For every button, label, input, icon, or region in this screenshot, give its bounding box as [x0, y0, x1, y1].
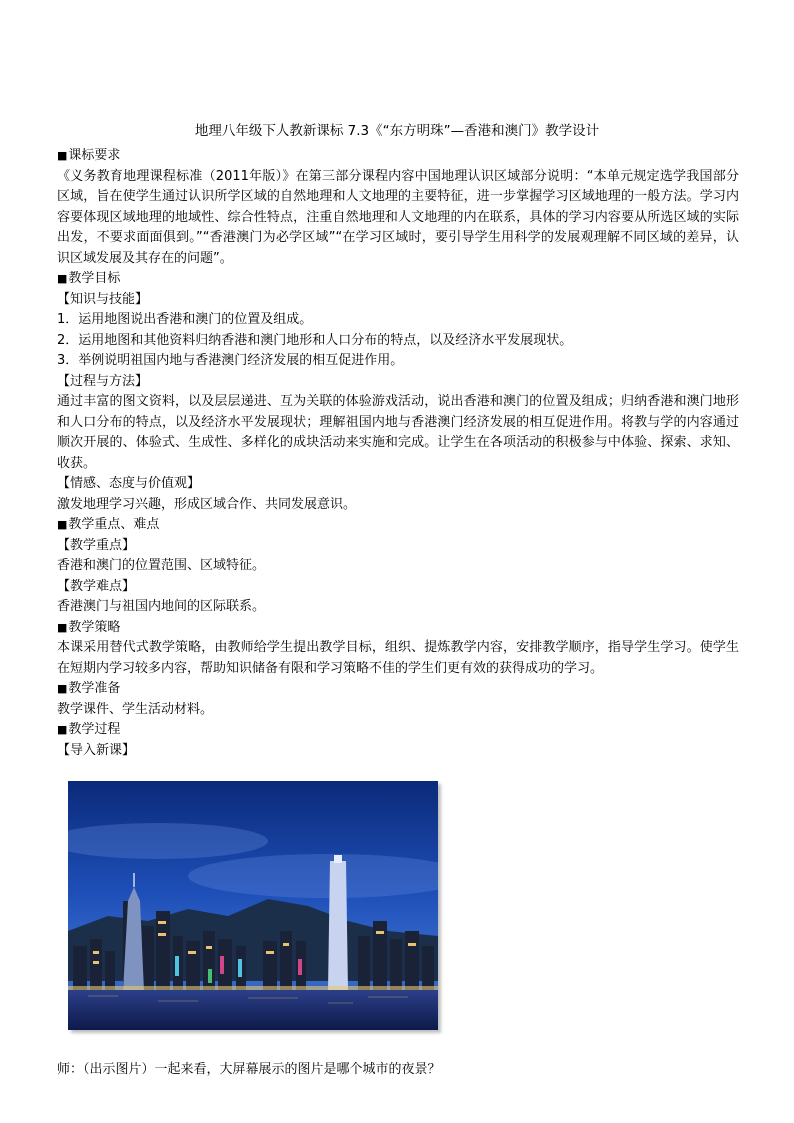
strategy-paragraph: 本课采用替代式教学策略，由教师给学生提出教学目标，组织、提炼教学内容，安排教学顺序，指导学生学习。使学生在短期内学习较多内容，帮助知识储备有限和学习策略不佳的学生们更有效的获得成功的学习。	[57, 640, 739, 676]
emotion-values-paragraph: 激发地理学习兴趣，形成区域合作、共同发展意识。	[57, 496, 357, 512]
knowledge-item: 2．运用地图和其他资料归纳香港和澳门地形和人口分布的特点，以及经济水平发展现状。	[57, 332, 573, 348]
document-body	[57, 146, 739, 761]
teacher-dialogue-line: 师：（出示图片）一起来看，大屏幕展示的图片是哪个城市的夜景？	[57, 1062, 441, 1077]
emotion-values-label: 【情感、态度与价值观】	[57, 476, 201, 491]
section-heading-curriculum: ■ 课标要求	[57, 146, 739, 167]
key-point-text: 香港和澳门的位置范围、区域特征。	[57, 558, 266, 573]
process-method-paragraph: 通过丰富的图文资料，以及层层递进、互为关联的体验游戏活动，说出香港和澳门的位置及组成；归纳香港和澳门地形和人口分布的特点，以及经济水平发展现状；理解祖国内地与香港澳门经济发展的相互促进作用。将教与学的内容通过顺次开展的、体验式、生成性、多样化的成块活动来实施和完成。让学生在各项活动的积极参与中体验、探索、求知、收获。	[57, 394, 739, 471]
section-heading-focus: ■ 教学重点、难点	[57, 515, 739, 536]
section-heading-process: ■ 教学过程	[57, 720, 739, 741]
knowledge-skills-label: 【知识与技能】	[57, 291, 149, 307]
prep-text: 教学课件、学生活动材料。	[57, 701, 214, 717]
section-heading-goals: ■ 教学目标	[57, 269, 739, 290]
document-title: 地理八年级下人教新课标 7.3《“东方明珠”—香港和澳门》教学设计	[194, 123, 600, 139]
hong-kong-night-skyline-photo	[68, 781, 438, 1030]
difficulty-text: 香港澳门与祖国内地间的区际联系。	[57, 599, 266, 614]
knowledge-item: 3．举例说明祖国内地与香港澳门经济发展的相互促进作用。	[57, 353, 404, 368]
curriculum-paragraph: 《义务教育地理课程标准（2011年版）》在第三部分课程内容中国地理认识区域部分说明：“本单元规定选学我国部分区域，旨在使学生通过认识所学区域的自然地理和人文地理的主要特征，进一步掌握学习区域地理的一般方法。学习内容要体现区域地理的地域性、综合性特点，注重自然地理和人文地理的内在联系，具体的学习内容要从所选区域的实际出发，不要求面面俱到。”“香港澳门为必学区域”“在学习区域时，要引导学生用科学的发展观理解不同区域的差异，认识区域发展及其存在的问题”。	[57, 168, 739, 266]
intro-label: 【导入新课】	[57, 742, 136, 758]
knowledge-item: 1．运用地图说出香港和澳门的位置及组成。	[57, 312, 313, 327]
section-heading-prep: ■ 教学准备	[57, 679, 739, 700]
process-method-label: 【过程与方法】	[57, 373, 149, 389]
difficulty-label: 【教学难点】	[57, 578, 136, 594]
section-heading-strategy: ■ 教学策略	[57, 618, 739, 639]
key-point-label: 【教学重点】	[57, 537, 136, 553]
